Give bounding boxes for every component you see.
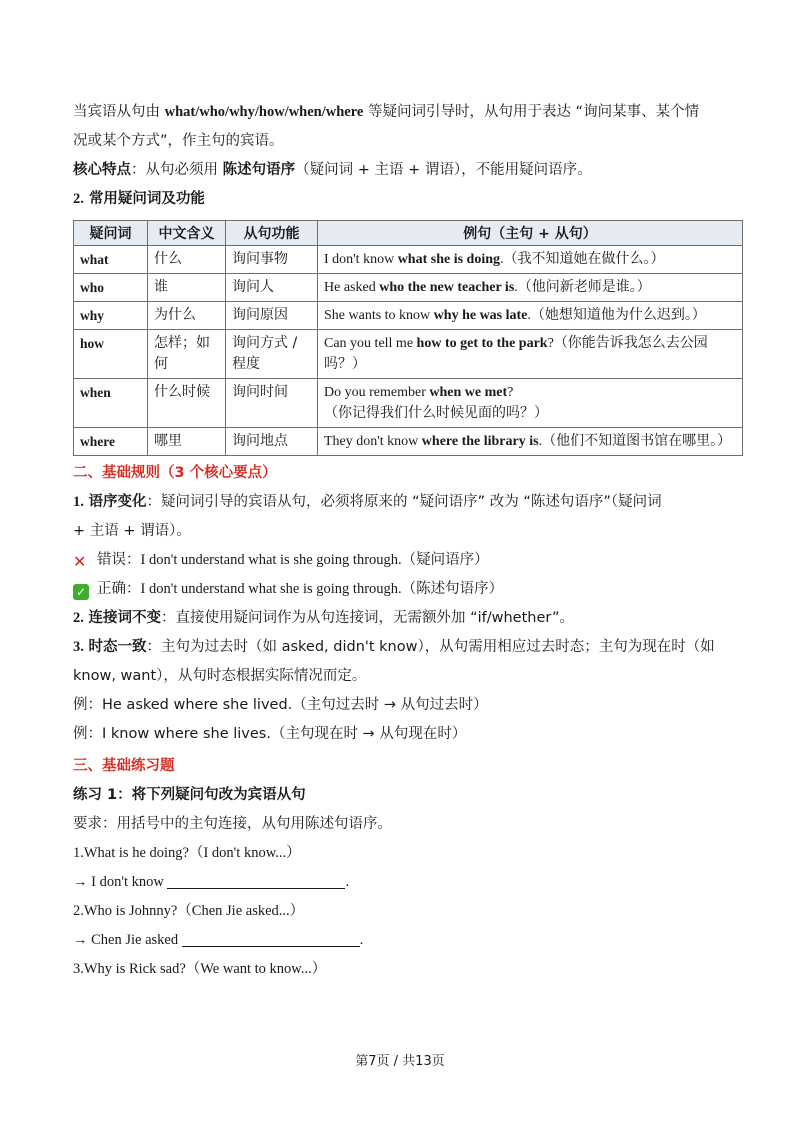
question-word-cell: how: [74, 330, 148, 379]
example-bold: why he was late: [433, 308, 528, 323]
example-bold: what she is doing: [397, 252, 500, 267]
rule-2: 2. 连接词不变：直接使用疑问词作为从句连接词，无需额外加 “if/whether”。: [73, 610, 574, 626]
rule-1: 1. 语序变化：疑问词引导的宾语从句，必须将原来的 “疑问语序” 改为 “陈述句语序”（疑问词: [73, 494, 662, 510]
intro-keywords: what/who/why/how/when/where: [164, 104, 364, 120]
document-page: [73, 98, 745, 984]
meaning-cell: 哪里: [148, 428, 226, 456]
page-footer: 第7页 / 共13页: [355, 1054, 445, 1069]
rule-3: 3. 时态一致：主句为过去时（如 asked, didn't know），从句需用相应过去时态；主句为现在时（如: [73, 639, 715, 655]
rule-1-cont: + 主语 + 谓语）。: [73, 523, 191, 539]
example-cn: （他问新老师是谁。）: [517, 279, 651, 295]
rule-example-2: 例：I know where she lives.（主句现在时 → 从句现在时）: [73, 726, 467, 742]
practice-heading: 三、基础练习题: [73, 758, 175, 774]
example-bold: when we met: [429, 385, 508, 400]
function-cell: 询问原因: [226, 302, 318, 330]
example-cell: [318, 330, 743, 379]
exercise-requirement: 要求：用括号中的主句连接，从句用陈述句语序。: [73, 816, 392, 832]
question-word-cell: where: [74, 428, 148, 456]
example-cell: [318, 428, 743, 456]
core-feature: 核心特点：从句必须用 陈述句语序（疑问词 + 主语 + 谓语），不能用疑问语序。: [73, 162, 592, 178]
meaning-cell: 谁: [148, 274, 226, 302]
example-cn: （你能告诉我怎么去公园吗？）: [324, 335, 708, 372]
example-cn: （你记得我们什么时候见面的吗？）: [324, 405, 548, 421]
answer-line-2: → Chen Jie asked .: [73, 932, 364, 948]
example-pre: They don't know: [324, 434, 422, 449]
question-2: 2.Who is Johnny?（Chen Jie asked...）: [73, 903, 305, 919]
table-row: [74, 428, 743, 456]
example-post: .: [500, 252, 504, 267]
table-header-row: [74, 221, 743, 246]
right-example: ✓ 正确：I don't understand what she is going through.（陈述句语序）: [73, 575, 745, 604]
meaning-cell: 为什么: [148, 302, 226, 330]
example-cell: [318, 302, 743, 330]
exercise-title: 练习 1：将下列疑问句改为宾语从句: [73, 787, 306, 803]
intro-line-1: 当宾语从句由 what/who/why/how/when/where 等疑问词引导时，从句用于表达 “询问某事、某个情: [73, 104, 700, 120]
rule-example-1: 例：He asked where she lived.（主句过去时 → 从句过去时）: [73, 697, 488, 713]
section-2-title: 2. 常用疑问词及功能: [73, 191, 205, 207]
example-post: .: [514, 280, 518, 295]
example-cn: （他们不知道图书馆在哪里。）: [542, 433, 732, 449]
function-cell: 询问地点: [226, 428, 318, 456]
rule-3-cont: know, want），从句时态根据实际情况而定。: [73, 668, 367, 684]
example-cn: （她想知道他为什么迟到。）: [530, 307, 706, 323]
question-word-table: [73, 220, 743, 456]
answer-blank[interactable]: [167, 872, 345, 889]
table-header: 从句功能: [226, 221, 318, 246]
example-post: ?: [547, 336, 554, 351]
table-header: 中文含义: [148, 221, 226, 246]
table-row: [74, 379, 743, 428]
example-bold: where the library is: [421, 434, 539, 449]
table-row: [74, 246, 743, 274]
function-cell: 询问人: [226, 274, 318, 302]
example-bold: who the new teacher is: [379, 280, 515, 295]
example-post: .: [527, 308, 531, 323]
example-pre: He asked: [324, 280, 380, 295]
wrong-example: ✕ 错误：I don't understand what is she going through.（疑问语序）: [73, 546, 745, 575]
example-bold: how to get to the park: [416, 336, 548, 351]
example-cell: [318, 379, 743, 428]
example-pre: I don't know: [324, 252, 398, 267]
function-cell: 询问时间: [226, 379, 318, 428]
function-cell: 询问方式 / 程度: [226, 330, 318, 379]
meaning-cell: 怎样；如何: [148, 330, 226, 379]
example-cn: （我不知道她在做什么。）: [503, 251, 665, 267]
meaning-cell: 什么: [148, 246, 226, 274]
question-word-cell: who: [74, 274, 148, 302]
table-header: 疑问词: [74, 221, 148, 246]
function-cell: 询问事物: [226, 246, 318, 274]
cross-mark-icon: ✕: [73, 552, 87, 571]
question-word-cell: what: [74, 246, 148, 274]
answer-line-1: → I don't know .: [73, 874, 350, 890]
answer-blank[interactable]: [182, 930, 360, 947]
check-box-icon: ✓: [73, 584, 89, 600]
meaning-cell: 什么时候: [148, 379, 226, 428]
example-cell: [318, 274, 743, 302]
example-post: ?: [507, 385, 514, 400]
question-1: 1.What is he doing?（I don't know...）: [73, 845, 301, 861]
question-word-cell: when: [74, 379, 148, 428]
question-3: 3.Why is Rick sad?（We want to know...）: [73, 961, 327, 977]
example-cell: [318, 246, 743, 274]
intro-line-2: 况或某个方式”，作主句的宾语。: [73, 133, 284, 149]
example-pre: She wants to know: [324, 308, 434, 323]
example-pre: Can you tell me: [324, 336, 417, 351]
table-row: [74, 330, 743, 379]
example-pre: Do you remember: [324, 385, 430, 400]
rules-heading: 二、基础规则（3 个核心要点）: [73, 465, 277, 481]
table-row: [74, 302, 743, 330]
question-word-cell: why: [74, 302, 148, 330]
table-row: [74, 274, 743, 302]
table-header: 例句（主句 + 从句）: [318, 221, 743, 246]
example-post: .: [538, 434, 543, 449]
